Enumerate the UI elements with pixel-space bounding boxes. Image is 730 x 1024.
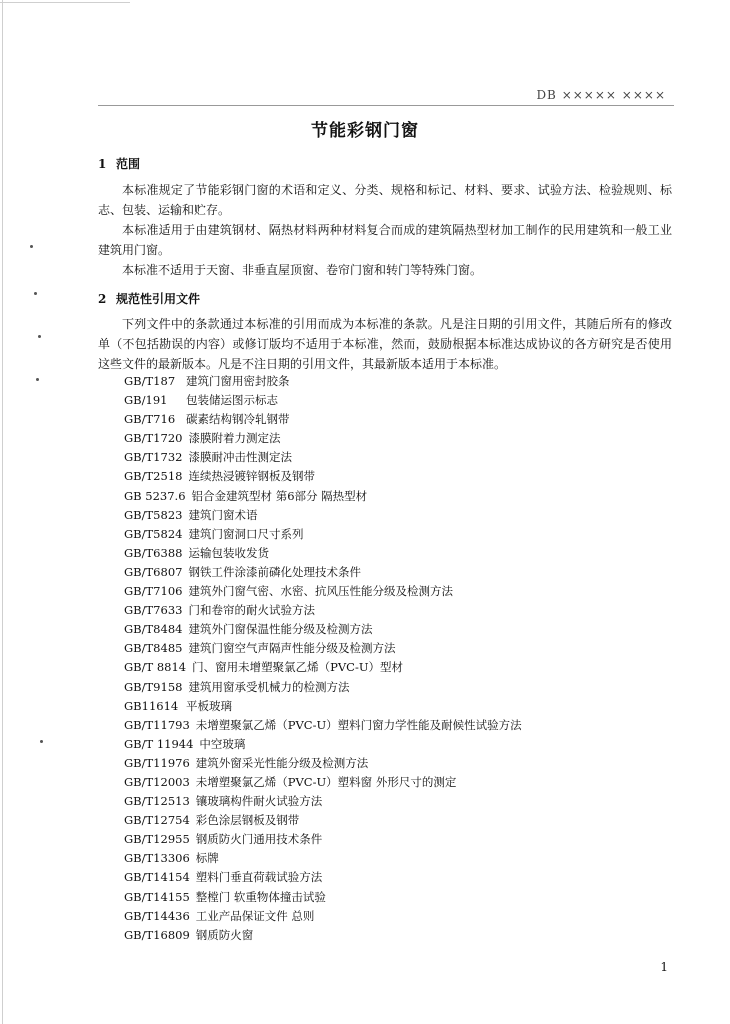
reference-item [124, 544, 522, 563]
reference-item [124, 487, 522, 506]
scope-paragraph: 本标准适用于由建筑钢材、隔热材料两种材料复合而成的建筑隔热型材加工制作的民用建筑和一般工业建筑用门窗。 [98, 223, 672, 257]
reference-title: 未增塑聚氯乙烯（PVC-U）塑料窗 外形尺寸的测定 [195, 774, 457, 789]
reference-title: 平板玻璃 [186, 698, 232, 713]
reference-item [124, 792, 522, 811]
reference-item [124, 410, 522, 429]
reference-code: GB/T11976 [124, 755, 190, 770]
page-title: 节能彩钢门窗 [311, 121, 419, 141]
reference-code: GB/T716 [124, 412, 176, 427]
reference-item [124, 926, 522, 945]
reference-item [124, 868, 522, 887]
reference-code: GB/T1720 [124, 431, 183, 446]
reference-title: 碳素结构钢冷轧钢带 [186, 412, 290, 427]
reference-title: 建筑用窗承受机械力的检测方法 [188, 679, 350, 694]
scan-top-line [0, 2, 130, 3]
reference-item [124, 506, 522, 525]
reference-item [124, 429, 522, 448]
reference-title: 建筑门窗用密封胶条 [186, 374, 290, 388]
reference-item [124, 811, 522, 830]
scope-paragraph: 本标准规定了节能彩钢门窗的术语和定义、分类、规格和标记、材料、要求、试验方法、检验规则、标志、包装、运输和贮存。 [98, 183, 672, 217]
reference-code: GB/T14155 [124, 889, 190, 904]
reference-item [124, 601, 522, 620]
reference-code: GB 5237.6 [124, 488, 186, 503]
reference-code: GB/T12955 [124, 832, 190, 847]
reference-code: GB/T16809 [124, 927, 190, 942]
reference-title: 建筑门窗术语 [188, 507, 258, 522]
header-doc-code: DB ××××× ×××× [536, 88, 666, 102]
reference-code: GB/T 11944 [124, 736, 194, 751]
scan-speck [34, 292, 37, 295]
reference-title: 整樘门 软重物体撞击试验 [195, 889, 326, 904]
reference-item [124, 830, 522, 849]
reference-code: GB/T11793 [124, 717, 190, 732]
section-title: 规范性引用文件 [116, 292, 201, 306]
page-number: 1 [660, 960, 668, 974]
reference-code: GB/T5823 [124, 507, 183, 522]
reference-code: GB/T2518 [124, 469, 183, 484]
reference-title: 连续热浸镀锌钢板及钢带 [188, 469, 315, 484]
reference-code: GB/T12513 [124, 794, 190, 809]
reference-code: GB11614 [124, 698, 179, 713]
reference-title: 建筑外门窗保温性能分级及检测方法 [188, 622, 373, 637]
scan-speck [38, 335, 41, 338]
reference-code: GB/T8485 [124, 641, 183, 656]
reference-code: GB/T6388 [124, 545, 183, 560]
reference-item [124, 467, 522, 486]
reference-item [124, 888, 522, 907]
reference-list [124, 372, 522, 945]
reference-code: GB/T12003 [124, 774, 190, 789]
reference-title: 钢质防火门通用技术条件 [195, 832, 323, 847]
reference-item [124, 448, 522, 467]
reference-title: 镶玻璃构件耐火试验方法 [195, 794, 323, 809]
scan-speck [36, 378, 39, 381]
reference-code: GB/T14436 [124, 908, 190, 923]
reference-item [124, 582, 522, 601]
scan-speck [40, 740, 43, 743]
reference-code: GB/T9158 [124, 679, 183, 694]
reference-item [124, 849, 522, 868]
section-number: 2 [98, 292, 107, 306]
reference-item [124, 391, 522, 410]
reference-code: GB/191 [124, 393, 168, 408]
reference-title: 未增塑聚氯乙烯（PVC-U）塑料门窗力学性能及耐候性试验方法 [195, 717, 522, 732]
reference-title: 门和卷帘的耐火试验方法 [188, 603, 315, 618]
reference-title: 漆膜附着力测定法 [188, 431, 281, 446]
reference-title: 建筑外窗采光性能分级及检测方法 [195, 755, 369, 770]
reference-code: GB/T 8814 [124, 660, 187, 675]
reference-title: 运输包装收发货 [188, 545, 269, 560]
reference-item [124, 716, 522, 735]
reference-item [124, 773, 522, 792]
reference-code: GB/T7633 [124, 603, 183, 618]
reference-code: GB/T14154 [124, 870, 190, 885]
reference-item [124, 658, 522, 677]
reference-title: 建筑门窗空气声隔声性能分级及检测方法 [188, 641, 396, 656]
scope-paragraph: 本标准不适用于天窗、非垂直屋顶窗、卷帘门窗和转门等特殊门窗。 [122, 263, 483, 277]
reference-title: 塑料门垂直荷载试验方法 [195, 870, 323, 885]
reference-title: 门、窗用未增塑聚氯乙烯（PVC-U）型材 [192, 660, 404, 675]
reference-title: 中空玻璃 [199, 736, 246, 751]
reference-title: 铝合金建筑型材 第6部分 隔热型材 [191, 488, 368, 503]
reference-title: 钢铁工件涂漆前磷化处理技术条件 [188, 564, 361, 579]
reference-title: 钢质防火窗 [195, 927, 254, 942]
reference-item [124, 372, 522, 391]
reference-item [124, 907, 522, 926]
reference-item [124, 697, 522, 716]
reference-title: 建筑门窗洞口尺寸系列 [188, 526, 304, 541]
section-heading-references [98, 290, 200, 307]
section-number: 1 [98, 157, 107, 171]
reference-item [124, 735, 522, 754]
reference-code: GB/T1732 [124, 450, 183, 465]
reference-title: 工业产品保证文件 总则 [195, 908, 315, 923]
reference-item [124, 620, 522, 639]
reference-item [124, 754, 522, 773]
reference-item [124, 678, 522, 697]
reference-title: 建筑外门窗气密、水密、抗风压性能分级及检测方法 [188, 584, 453, 599]
section-heading-scope [98, 155, 140, 172]
reference-title: 包装储运图示标志 [186, 393, 278, 408]
scan-speck [30, 245, 33, 248]
reference-code: GB/T12754 [124, 813, 190, 828]
reference-item [124, 563, 522, 582]
reference-code: GB/T8484 [124, 622, 183, 637]
reference-code: GB/T13306 [124, 851, 190, 866]
reference-title: 漆膜耐冲击性测定法 [188, 450, 292, 465]
section-title: 范围 [116, 157, 141, 171]
scan-left-border [2, 0, 3, 1024]
reference-code: GB/T7106 [124, 584, 183, 599]
references-intro: 下列文件中的条款通过本标准的引用而成为本标准的条款。凡是注日期的引用文件，其随后所有的修改单（不包括勘误的内容）或修订版均不适用于本标准，然而，鼓励根据本标准达成协议的各方研究是否使用这些文件的最新版本。凡是不注日期的引用文件，其最新版本适用于本标准。 [98, 317, 672, 371]
reference-title: 彩色涂层钢板及钢带 [195, 813, 300, 828]
reference-item [124, 639, 522, 658]
reference-code: GB/T5824 [124, 526, 183, 541]
reference-item [124, 525, 522, 544]
reference-code: GB/T6807 [124, 564, 183, 579]
header-rule [98, 105, 674, 106]
reference-title: 标牌 [195, 851, 219, 866]
reference-code: GB/T187 [124, 374, 176, 388]
